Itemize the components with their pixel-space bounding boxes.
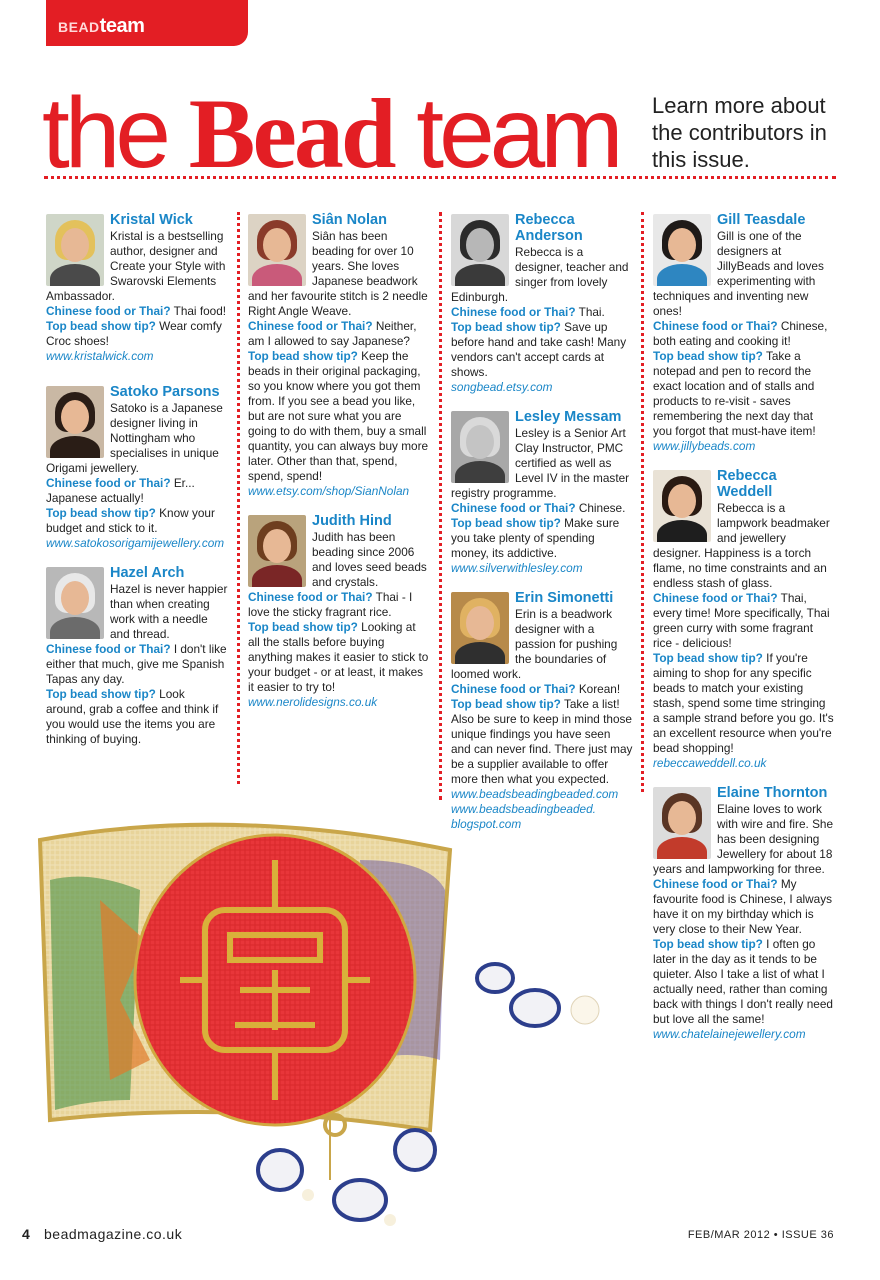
contributor-website-link[interactable]: www.jillybeads.com <box>653 439 756 453</box>
food-question: Chinese food or Thai? <box>46 476 171 490</box>
contributor-website-link[interactable]: www.nerolidesigns.co.uk <box>248 695 378 709</box>
food-answer: Chinese. <box>578 501 626 515</box>
tip-question: Top bead show tip? <box>451 697 561 711</box>
contributor-photo <box>46 386 104 458</box>
contributor-entry <box>653 468 835 771</box>
contributor-photo <box>653 787 711 859</box>
contributor-entry <box>248 513 430 710</box>
food-answer: Thai food! <box>173 304 227 318</box>
tip-answer: Take a list! Also be sure to keep in mind those unique findings you have seen and can never find. There just may be a supplier available to offer more then what you expected. <box>451 697 633 786</box>
contributor-website-link[interactable]: www.beadsbeadingbeaded.com <box>451 787 619 801</box>
tip-answer: Look around, grab a coffee and think if you would use the items you are thinking of buying. <box>46 687 219 746</box>
contributor-bio: Lesley is a Senior Art Clay Instructor, PMC certified as well as Level IV in the master registry programme. <box>451 426 630 500</box>
tip-question: Top bead show tip? <box>248 620 358 634</box>
food-answer: Er... Japanese actually! <box>46 476 195 505</box>
food-question: Chinese food or Thai? <box>653 319 778 333</box>
page-title: the Bead team <box>42 77 619 189</box>
contributor-bio: Rebecca is a designer, teacher and singer from lovely Edinburgh. <box>451 245 629 304</box>
food-answer: Chinese, both eating and cooking it! <box>653 319 828 348</box>
intro-text: Learn more about the contributors in this issue. <box>652 93 827 172</box>
floral-pattern-left <box>50 877 140 1110</box>
footer-website[interactable]: beadmagazine.co.uk <box>44 1226 183 1242</box>
food-question: Chinese food or Thai? <box>451 501 576 515</box>
tip-answer: I often go later in the day as it tends to be quieter. Also I take a list of what I actually need, rather than coming back with things I don't really need but love all the same! <box>653 937 833 1026</box>
column-divider-3 <box>641 212 644 792</box>
contributor-photo <box>653 470 711 542</box>
contributor-name: Rebecca Weddell <box>717 468 777 500</box>
tip-question: Top bead show tip? <box>451 320 561 334</box>
food-question: Chinese food or Thai? <box>653 877 778 891</box>
contributor-photo <box>451 214 509 286</box>
contributor-name: Gill Teasdale <box>717 212 806 228</box>
contributor-bio: Judith has been beading since 2006 and loves seed beads and crystals. <box>312 530 427 589</box>
contributor-entry <box>653 785 835 1042</box>
food-answer: My favourite food is Chinese, I always have it on my birthday which is very close to their New Year. <box>653 877 833 936</box>
tip-answer: Keep the beads in their original packaging, so you know where you got them from. If you see a bead you like, but are not sure what you are going to do with them, buy a small quantity, you can always buy more later. Other than that, spend, spend, spend! <box>248 349 429 483</box>
contributor-photo <box>248 515 306 587</box>
contributor-photo <box>46 214 104 286</box>
contributor-website-link[interactable]: www.satokosorigamijewellery.com <box>46 536 225 550</box>
tip-answer: If you're aiming to shop for any specific beads to match your existing stash, spend some time stringing a sample strand before you go. It's an excellent resource when you're bead shopping! <box>653 651 834 755</box>
contributor-entry <box>248 212 430 499</box>
food-answer: Korean! <box>578 682 621 696</box>
contributor-entry <box>46 384 228 551</box>
page-number: 4 <box>22 1226 30 1242</box>
tip-question: Top bead show tip? <box>46 506 156 520</box>
food-question: Chinese food or Thai? <box>451 305 576 319</box>
tip-answer: Take a notepad and pen to record the exact location and of stalls and products to re-visit - saves remembering the next day that you forgot that must-have item! <box>653 349 816 438</box>
food-answer: Thai, every time! More specifically, Thai green curry with some fragrant rice - delicious! <box>653 591 830 650</box>
food-answer: Neither, am I allowed to say Japanese? <box>248 319 417 348</box>
column-1 <box>46 212 228 761</box>
tip-question: Top bead show tip? <box>451 516 561 530</box>
contributor-photo <box>46 567 104 639</box>
header-divider <box>44 176 836 179</box>
column-divider-2 <box>439 212 442 800</box>
contributor-bio: Siân has been beading for over 10 years. She loves Japanese beadwork and her favourite stitch is 2 needle Right Angle Weave. <box>248 229 428 318</box>
tip-question: Top bead show tip? <box>46 319 156 333</box>
contributor-name: Kristal Wick <box>110 212 193 228</box>
contributor-bio: Satoko is a Japanese designer living in Nottingham who specialises in unique Origami jewellery. <box>46 401 223 475</box>
tip-answer: Make sure you take plenty of spending money, its addictive. <box>451 516 620 560</box>
contributor-name: Hazel Arch <box>110 565 185 581</box>
blue-white-beads-right <box>477 964 599 1026</box>
food-question: Chinese food or Thai? <box>248 590 373 604</box>
food-question: Chinese food or Thai? <box>248 319 373 333</box>
contributor-website-link[interactable]: www.kristalwick.com <box>46 349 154 363</box>
food-answer: I don't like either that much, give me Spanish Tapas any day. <box>46 642 227 686</box>
tip-question: Top bead show tip? <box>653 651 763 665</box>
tip-question: Top bead show tip? <box>653 937 763 951</box>
contributor-bio: Erin is a beadwork designer with a passion for pushing the boundaries of loomed work. <box>451 607 618 681</box>
contributor-website-link[interactable]: songbead.etsy.com <box>451 380 553 394</box>
contributor-photo <box>451 411 509 483</box>
food-question: Chinese food or Thai? <box>653 591 778 605</box>
contributor-entry <box>451 590 633 832</box>
contributor-blog-link[interactable]: www.beadsbeadingbeaded. blogspot.com <box>451 802 596 831</box>
contributor-bio: Hazel is never happier than when creating work with a needle and thread. <box>110 582 228 641</box>
contributor-photo <box>451 592 509 664</box>
blue-white-dangle-beads <box>258 1115 435 1226</box>
food-answer: Thai. <box>578 305 605 319</box>
bracelet-photo <box>30 800 630 1240</box>
contributor-name: Judith Hind <box>312 513 392 529</box>
footer-issue: FEB/MAR 2012 • ISSUE 36 <box>687 1229 834 1241</box>
tip-question: Top bead show tip? <box>248 349 358 363</box>
tip-answer: Wear comfy Croc shoes! <box>46 319 222 348</box>
column-4 <box>653 212 835 1056</box>
contributor-bio: Elaine loves to work with wire and fire. She has been designing Jewellery for about 18 years and lampworking for three. <box>653 802 834 876</box>
contributor-name: Rebecca Anderson <box>515 212 583 244</box>
contributor-bio: Gill is one of the designers at JillyBeads and loves experimenting with techniques and inventing new ones! <box>653 229 824 318</box>
section-tab-label: BEADteam <box>58 15 145 37</box>
contributor-name: Erin Simonetti <box>515 590 614 606</box>
tip-question: Top bead show tip? <box>46 687 156 701</box>
contributor-name: Elaine Thornton <box>717 785 828 801</box>
contributor-name: Satoko Parsons <box>110 384 220 400</box>
contributor-entry <box>653 212 835 454</box>
contributor-entry <box>46 212 228 364</box>
food-answer: Thai - I love the sticky fragrant rice. <box>248 590 413 619</box>
column-2 <box>248 212 430 724</box>
food-question: Chinese food or Thai? <box>46 642 171 656</box>
contributor-bio: Kristal is a bestselling author, designer and Create your Style with Swarovski Elements Ambassador. <box>46 229 226 303</box>
tip-answer: Save up before hand and take cash! Many vendors can't accept cards at shows. <box>451 320 627 379</box>
column-3 <box>451 212 633 846</box>
contributor-name: Siân Nolan <box>312 212 387 228</box>
tip-answer: Looking at all the stalls before buying anything makes it easier to stick to your budget - or at least, it makes it easier to try to! <box>248 620 429 694</box>
contributor-photo <box>653 214 711 286</box>
food-question: Chinese food or Thai? <box>451 682 576 696</box>
contributor-bio: Rebecca is a lampwork beadmaker and jewellery designer. Happiness is a torch flame, no time constraints and an endless stash of glass. <box>653 501 830 590</box>
food-question: Chinese food or Thai? <box>46 304 171 318</box>
contributor-entry <box>451 409 633 576</box>
tip-answer: Know your budget and stick to it. <box>46 506 215 535</box>
contributor-website-link[interactable]: www.silverwithlesley.com <box>451 561 583 575</box>
contributor-website-link[interactable]: rebeccaweddell.co.uk <box>653 756 767 770</box>
contributor-entry <box>46 565 228 747</box>
contributor-entry <box>451 212 633 395</box>
section-tab <box>46 0 248 46</box>
contributor-website-link[interactable]: www.chatelainejewellery.com <box>653 1027 806 1041</box>
column-divider-1 <box>237 212 240 784</box>
contributor-name: Lesley Messam <box>515 409 622 425</box>
tip-question: Top bead show tip? <box>653 349 763 363</box>
contributor-photo <box>248 214 306 286</box>
contributor-website-link[interactable]: www.etsy.com/shop/SianNolan <box>248 484 410 498</box>
